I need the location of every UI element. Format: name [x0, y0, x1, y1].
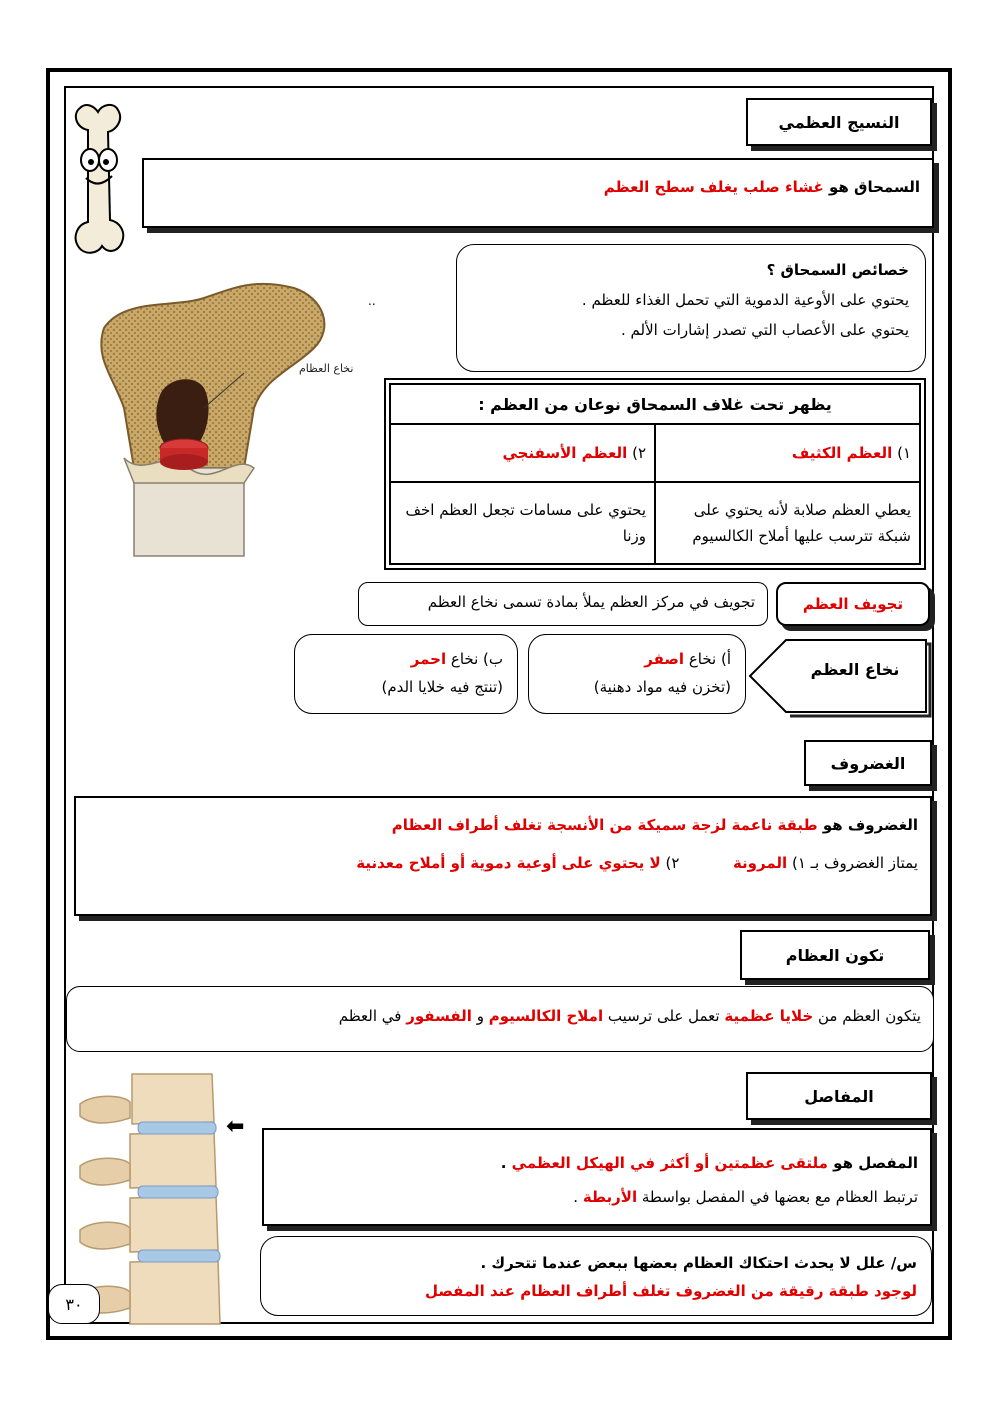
periosteum-property-1: يحتوي على الأوعية الدموية التي تحمل الغذاء للعظم . [581, 291, 909, 309]
cartilage-definition: الغضروف هو طبقة ناعمة لزجة سميكة من الأنسجة تغلف أطراف العظام يمتاز الغضروف بـ ١) المرونة ٢) لا يحتوي على أوعية دموية أو أملاح معدنية [74, 796, 932, 916]
periosteum-property-2: يحتوي على الأعصاب التي تصدر إشارات الألم . [621, 321, 909, 339]
periosteum-properties-box [456, 244, 926, 372]
bone-cross-section-image [94, 268, 354, 556]
joint-question-box [260, 1236, 932, 1316]
bone-tissue-title: النسيج العظمي [746, 98, 932, 146]
joint-question: س/ علل لا يحدث احتكاك العظام بعضها ببعض عندما تتحرك . [480, 1254, 917, 1272]
cartilage-title: الغضروف [804, 740, 932, 786]
joint-definition: المفصل هو ملتقى عظمتين أو أكثر في الهيكل العظمي . ترتبط العظام مع بعضها في المفصل بواسطة الأربطة . [262, 1128, 932, 1226]
red-marrow-box: ب) نخاع احمر (تنتج فيه خلايا الدم) [294, 634, 518, 714]
stray-mark: .. [368, 294, 376, 308]
bone-marrow-image-label: نخاع العظام [299, 362, 354, 375]
yellow-marrow-box: أ) نخاع اصفر (تخزن فيه مواد دهنية) [528, 634, 746, 714]
bone-formation-text: يتكون العظم من خلايا عظمية تعمل على ترسيب املاح الكالسيوم و الفسفور في العظم [66, 986, 934, 1052]
joints-title: المفاصل [746, 1072, 932, 1120]
periosteum-definition: السمحاق هو غشاء صلب يغلف سطح العظم [142, 158, 934, 228]
bone-types-header: يظهر تحت غلاف السمحاق نوعان من العظم : [390, 384, 920, 424]
bone-marrow-label: نخاع العظم [810, 660, 900, 679]
bone-formation-title: تكون العظام [740, 930, 930, 980]
spongy-bone-heading: ٢) العظم الأسفنجي [390, 424, 655, 482]
page-number: ٣٠ [48, 1284, 100, 1324]
bone-types-table [384, 378, 926, 570]
cartoon-bone-icon [66, 100, 132, 260]
compact-bone-heading: ١) العظم الكثيف [655, 424, 920, 482]
spongy-bone-description: يحتوي على مسامات تجعل العظم اخف وزنا [390, 482, 655, 564]
periosteum-properties-title: خصائص السمحاق ؟ [766, 261, 909, 279]
bone-cavity-label: تجويف العظم [776, 582, 930, 626]
joint-answer: لوجود طبقة رقيقة من الغضروف تغلف أطراف العظام عند المفصل [424, 1282, 917, 1300]
spine-joints-image [72, 1074, 232, 1324]
bone-cavity-description: تجويف في مركز العظم يملأ بمادة تسمى نخاع العظم [358, 582, 768, 626]
compact-bone-description: يعطي العظم صلابة لأنه يحتوي على شبكة تترسب عليها أملاح الكالسيوم [655, 482, 920, 564]
arrow-left-icon: ⬅ [226, 1114, 245, 1139]
